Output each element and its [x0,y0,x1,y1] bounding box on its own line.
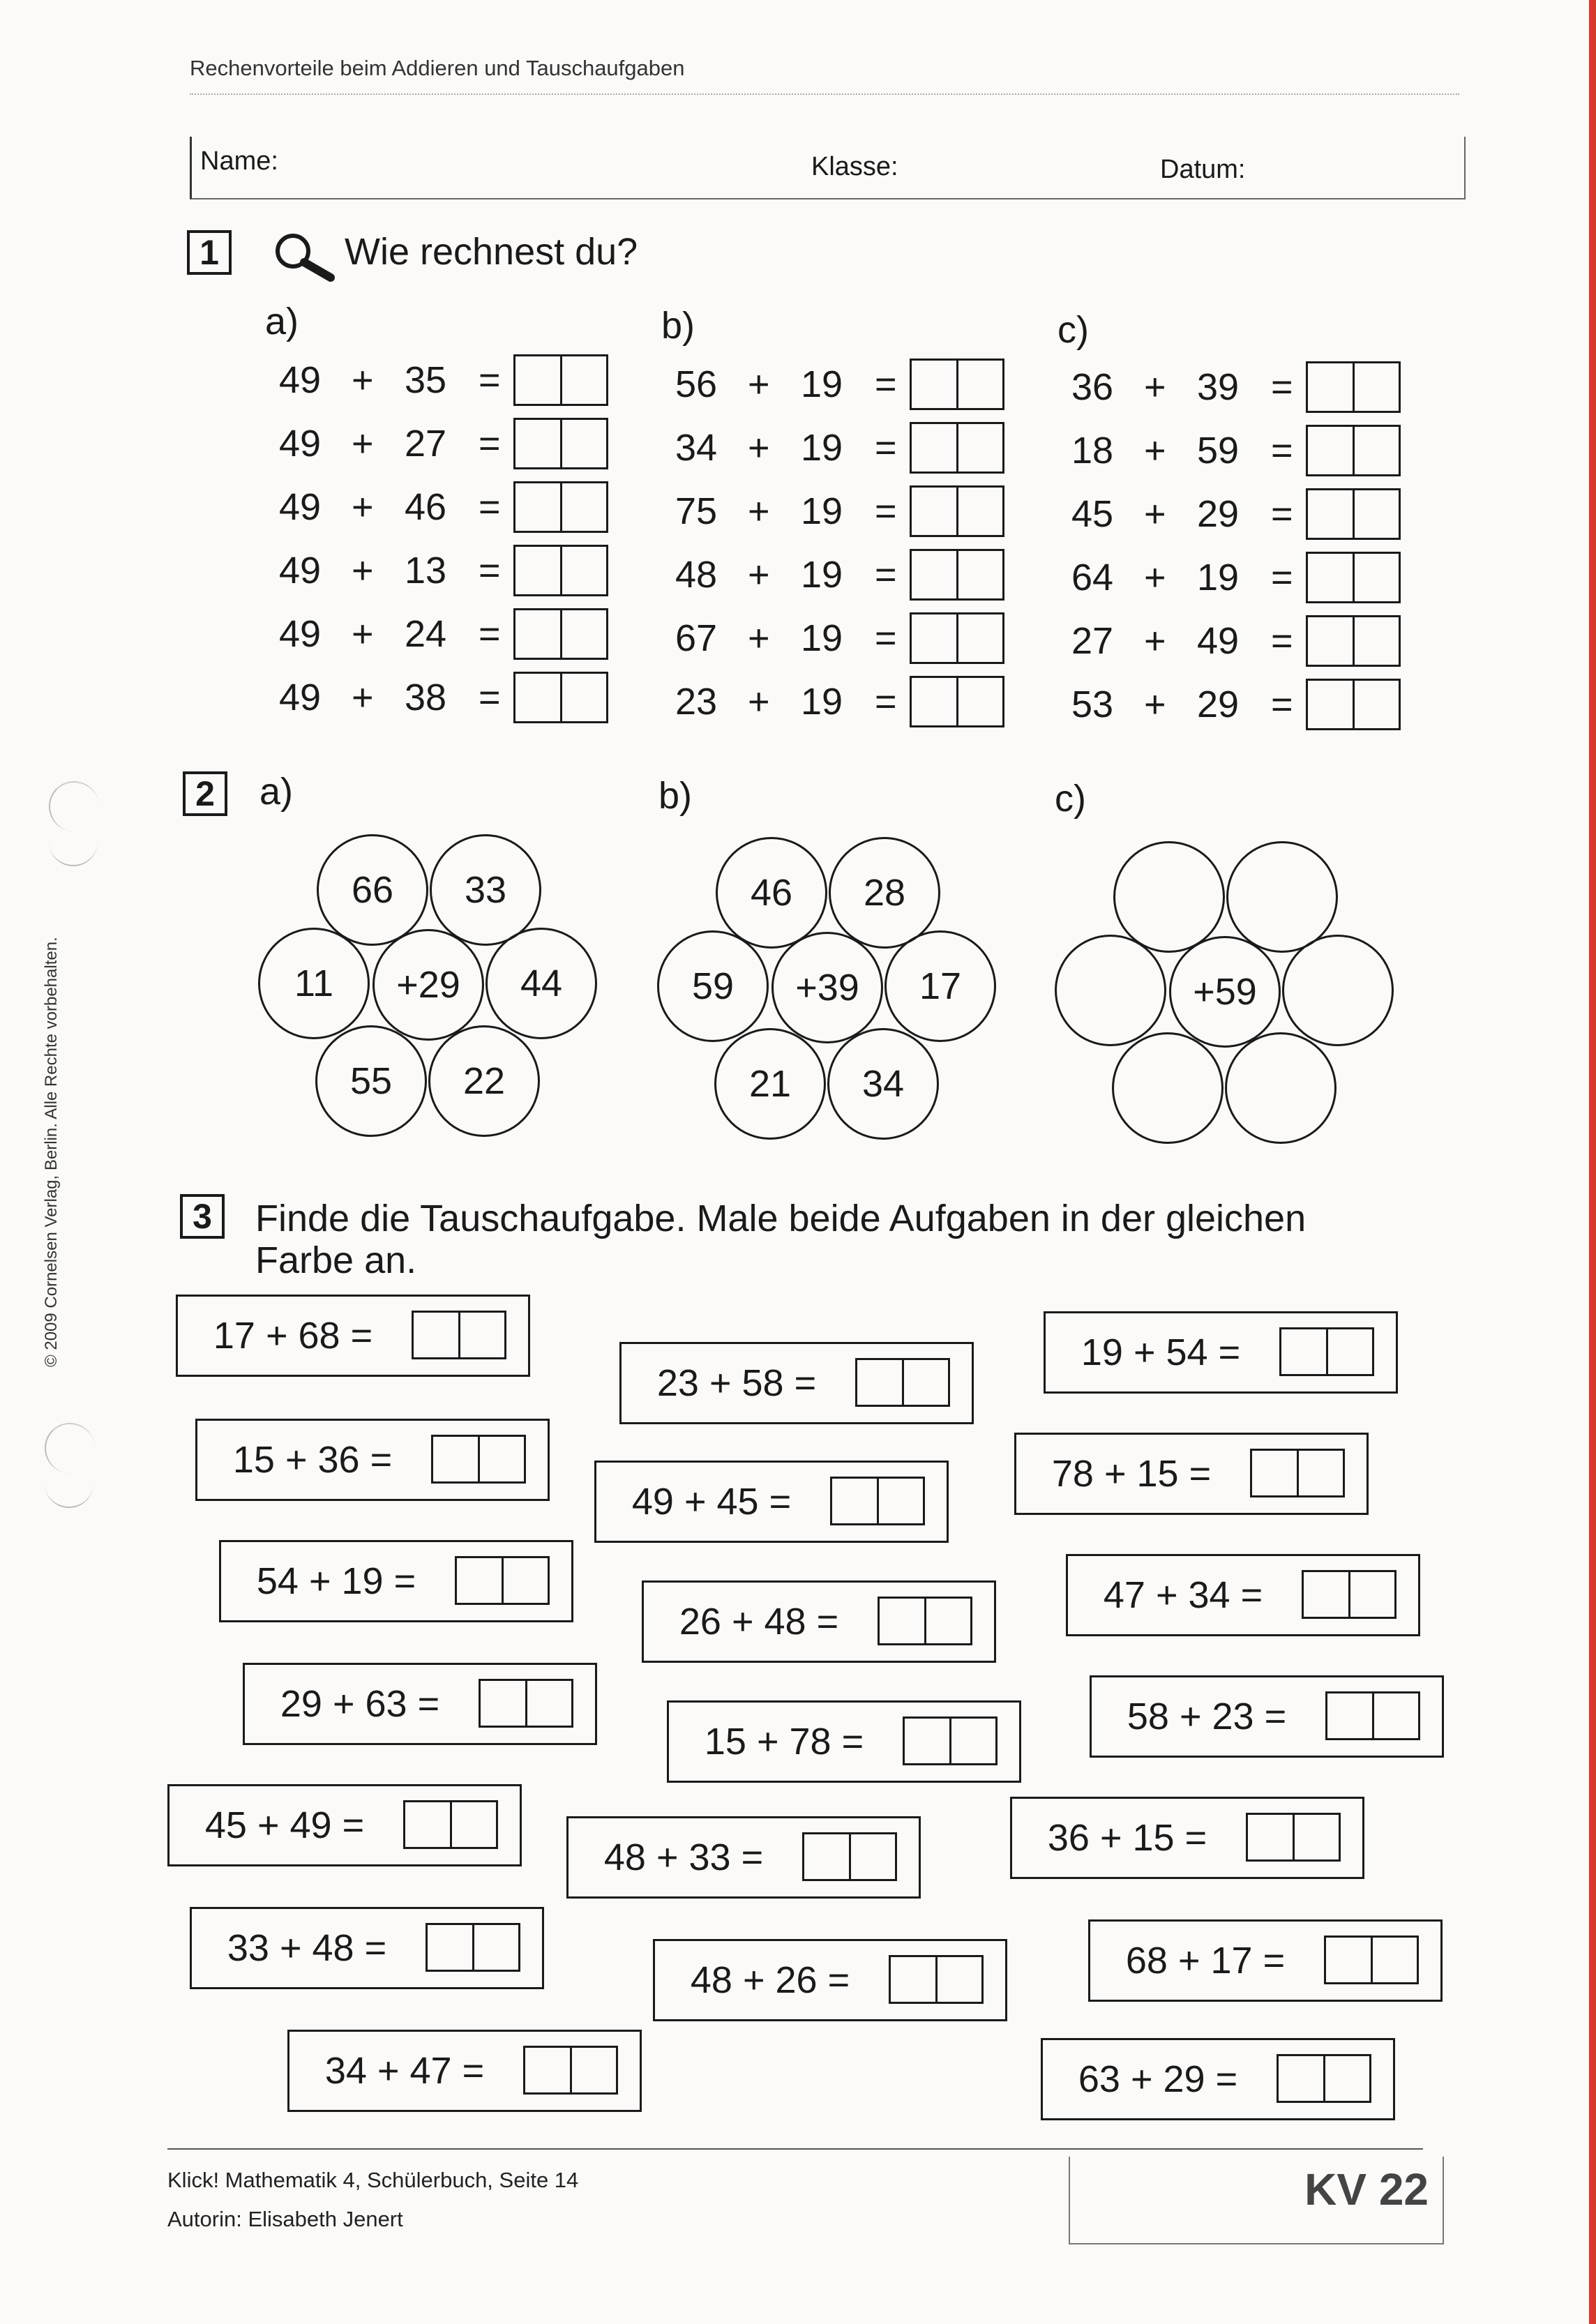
exchange-card[interactable] [190,1907,544,1989]
answer-digit-ones[interactable] [1353,681,1399,728]
flower-petal[interactable] [1282,935,1394,1046]
addend-2: 19 [801,681,843,723]
answer-digit-ones[interactable] [525,1681,572,1726]
answer-digit-ones[interactable] [1326,1329,1373,1374]
answer-box[interactable] [910,422,1004,474]
answer-box[interactable] [412,1311,506,1359]
card-equation: 17 + 68 = [213,1315,373,1357]
answer-digit-ones[interactable] [458,1313,505,1357]
answer-digit-ones[interactable] [1293,1815,1339,1859]
task1-column-label: c) [1057,309,1089,351]
answer-digit-ones[interactable] [1353,617,1399,665]
addend-2: 27 [405,423,447,465]
flower-petal: 59 [657,930,769,1042]
answer-box[interactable] [1279,1327,1374,1376]
plus-sign: + [1144,493,1166,535]
plus-sign: + [1144,430,1166,471]
answer-digit-tens[interactable] [912,678,956,725]
exchange-card[interactable] [642,1580,996,1663]
answer-digit-tens[interactable] [515,483,560,531]
exchange-card[interactable] [1014,1433,1369,1515]
answer-digit-ones[interactable] [1297,1451,1343,1495]
addend-1: 53 [1071,684,1114,725]
task2-flower-label: b) [658,775,693,817]
addend-1: 45 [1071,493,1114,535]
equals-sign: = [1271,430,1293,471]
answer-box[interactable] [403,1800,498,1849]
task1-equation [279,356,642,405]
flower-petal: 22 [428,1025,540,1137]
answer-digit-ones[interactable] [450,1802,497,1847]
task1-equation [675,487,1038,536]
answer-digit-tens[interactable] [1308,427,1353,474]
card-equation: 63 + 29 = [1078,2058,1238,2100]
answer-digit-ones[interactable] [956,551,1003,598]
exchange-card[interactable] [287,2030,642,2112]
answer-digit-ones[interactable] [956,488,1003,535]
card-equation: 49 + 45 = [631,1481,792,1523]
card-equation: 48 + 33 = [603,1836,764,1878]
answer-digit-tens[interactable] [857,1360,902,1405]
answer-box[interactable] [513,672,608,723]
answer-box[interactable] [1324,1936,1419,1984]
task1-equation [675,360,1038,409]
task1-equation [1071,490,1434,538]
addend-2: 29 [1197,684,1240,725]
equals-sign: = [875,363,897,405]
answer-digit-ones[interactable] [560,483,607,531]
answer-box[interactable] [513,608,608,660]
answer-digit-tens[interactable] [405,1802,450,1847]
answer-digit-tens[interactable] [1308,617,1353,665]
exchange-card[interactable] [1044,1311,1398,1394]
answer-box[interactable] [830,1477,925,1525]
plus-sign: + [748,554,770,596]
task1-equation [1071,553,1434,602]
flower-petal: 33 [430,834,541,946]
answer-digit-ones[interactable] [1371,1938,1417,1982]
answer-digit-tens[interactable] [804,1834,849,1879]
answer-box[interactable] [1306,361,1401,413]
addend-1: 34 [675,427,718,469]
answer-digit-ones[interactable] [1323,2056,1370,2101]
exchange-card[interactable] [653,1939,1007,2021]
equals-sign: = [1271,620,1293,662]
addend-2: 29 [1197,493,1240,535]
answer-box[interactable] [1306,425,1401,476]
answer-box[interactable] [1246,1813,1341,1862]
answer-digit-tens[interactable] [481,1681,525,1726]
card-equation: 19 + 54 = [1081,1331,1241,1373]
exchange-card[interactable] [594,1461,949,1543]
answer-box[interactable] [513,354,608,406]
addend-1: 27 [1071,620,1114,662]
answer-box[interactable] [910,676,1004,727]
flower-petal: 55 [315,1025,427,1137]
answer-digit-tens[interactable] [912,614,956,662]
footer-book: Klick! Mathematik 4, Schülerbuch, Seite 14 [167,2168,579,2192]
plus-sign: + [352,613,374,655]
answer-digit-tens[interactable] [880,1599,924,1643]
addend-2: 19 [801,554,843,596]
answer-box[interactable] [1302,1570,1396,1619]
card-equation: 34 + 47 = [324,2050,485,2092]
header-divider [190,93,1459,95]
addend-2: 19 [1197,557,1240,598]
answer-digit-tens[interactable] [912,488,956,535]
answer-digit-ones[interactable] [560,610,607,658]
answer-digit-ones[interactable] [956,678,1003,725]
answer-digit-ones[interactable] [560,547,607,594]
answer-digit-tens[interactable] [428,1925,472,1970]
answer-box[interactable] [513,418,608,469]
flower-petal: 28 [829,837,940,949]
card-equation: 36 + 15 = [1047,1817,1207,1859]
exchange-card[interactable] [167,1784,522,1866]
addend-2: 49 [1197,620,1240,662]
punch-hole [45,1479,93,1508]
answer-box[interactable] [1250,1449,1345,1497]
punch-hole [49,837,98,866]
addend-2: 19 [801,427,843,469]
answer-box[interactable] [1306,679,1401,730]
task1-column-label: a) [265,301,299,342]
answer-digit-ones[interactable] [949,1719,996,1763]
answer-digit-tens[interactable] [912,424,956,471]
task-number-2: 2 [183,771,227,816]
answer-digit-tens[interactable] [414,1313,458,1357]
addend-1: 56 [675,363,718,405]
exchange-card[interactable] [176,1295,530,1377]
name-bar [190,137,1466,199]
plus-sign: + [352,486,374,528]
task2-flower-label: c) [1055,778,1086,820]
answer-box[interactable] [513,545,608,596]
answer-digit-tens[interactable] [515,420,560,467]
answer-digit-ones[interactable] [1353,490,1399,538]
answer-digit-tens[interactable] [1308,490,1353,538]
addend-2: 46 [405,486,447,528]
task1-equation [1071,426,1434,475]
answer-box[interactable] [455,1556,550,1605]
plus-sign: + [748,427,770,469]
flower-petal: 21 [714,1028,826,1140]
answer-digit-tens[interactable] [433,1437,478,1481]
copyright-note: © 2009 Cornelsen Verlag, Berlin. Alle Rechte vorbehalten. [42,937,61,1367]
punch-hole [45,1423,95,1473]
worksheet-title: Rechenvorteile beim Addieren und Tauschaufgaben [190,56,685,80]
answer-digit-tens[interactable] [457,1558,502,1603]
addend-1: 64 [1071,557,1114,598]
equals-sign: = [479,613,501,655]
answer-digit-ones[interactable] [902,1360,949,1405]
flower-petal: 17 [884,930,996,1042]
addend-2: 19 [801,490,843,532]
addend-1: 67 [675,617,718,659]
equals-sign: = [1271,493,1293,535]
equals-sign: = [1271,557,1293,598]
answer-digit-tens[interactable] [832,1479,877,1523]
footer-divider [167,2148,1423,2150]
exchange-card[interactable] [243,1663,597,1745]
equals-sign: = [875,554,897,596]
exchange-card[interactable] [1010,1797,1364,1879]
answer-digit-tens[interactable] [515,356,560,404]
answer-digit-ones[interactable] [560,356,607,404]
addend-1: 49 [279,677,322,718]
plus-sign: + [1144,366,1166,408]
task3-instruction-line2: Farbe an. [255,1239,417,1281]
task1-equation [1071,617,1434,665]
flower-petal[interactable] [1226,841,1338,953]
exchange-card[interactable] [1088,1919,1443,2002]
class-label: Klasse: [811,152,898,181]
answer-digit-tens[interactable] [1281,1329,1326,1374]
flower-petal: 46 [716,837,827,949]
task1-equation [1071,680,1434,729]
flower-center: +29 [372,929,484,1041]
answer-digit-tens[interactable] [1279,2056,1323,2101]
flower-petal: 11 [258,928,370,1039]
answer-digit-tens[interactable] [905,1719,949,1763]
name-label: Name: [200,146,278,176]
task1-equation [279,546,642,595]
addend-2: 35 [405,359,447,401]
answer-digit-tens[interactable] [1248,1815,1293,1859]
answer-digit-tens[interactable] [1327,1693,1372,1738]
addend-1: 18 [1071,430,1114,471]
answer-digit-ones[interactable] [1348,1572,1395,1617]
answer-digit-tens[interactable] [1252,1451,1297,1495]
answer-box[interactable] [889,1955,984,2004]
card-equation: 54 + 19 = [256,1560,416,1602]
flower-petal[interactable] [1225,1032,1337,1144]
equals-sign: = [479,486,501,528]
answer-box[interactable] [855,1358,950,1407]
equals-sign: = [479,550,501,591]
task1-equation [279,610,642,658]
answer-digit-tens[interactable] [1308,554,1353,601]
plus-sign: + [748,490,770,532]
answer-digit-ones[interactable] [1353,554,1399,601]
answer-digit-ones[interactable] [1372,1693,1419,1738]
answer-digit-ones[interactable] [849,1834,896,1879]
addend-2: 19 [801,617,843,659]
exchange-card[interactable] [566,1816,921,1899]
answer-box[interactable] [1306,488,1401,540]
answer-digit-tens[interactable] [1326,1938,1371,1982]
plus-sign: + [352,677,374,718]
answer-box[interactable] [910,549,1004,601]
equals-sign: = [1271,684,1293,725]
answer-box[interactable] [910,612,1004,664]
answer-box[interactable] [431,1435,526,1484]
card-equation: 68 + 17 = [1125,1940,1286,1982]
task1-equation [279,673,642,722]
answer-box[interactable] [903,1716,998,1765]
card-equation: 23 + 58 = [656,1362,817,1404]
plus-sign: + [1144,620,1166,662]
answer-digit-ones[interactable] [956,614,1003,662]
plus-sign: + [352,550,374,591]
kv-code: KV 22 [1304,2164,1429,2214]
answer-digit-tens[interactable] [912,361,956,408]
task1-instruction: Wie rechnest du? [345,231,638,273]
answer-digit-tens[interactable] [891,1957,935,2002]
plus-sign: + [1144,557,1166,598]
card-equation: 15 + 36 = [232,1439,393,1481]
answer-box[interactable] [1306,552,1401,603]
card-equation: 29 + 63 = [280,1683,440,1725]
answer-box[interactable] [1325,1691,1420,1740]
answer-digit-tens[interactable] [515,610,560,658]
plus-sign: + [748,681,770,723]
addend-2: 19 [801,363,843,405]
flower-petal: 34 [827,1028,939,1140]
answer-box[interactable] [523,2046,618,2095]
answer-box[interactable] [878,1597,972,1645]
answer-digit-ones[interactable] [502,1558,548,1603]
flower-center: +59 [1169,936,1281,1048]
answer-digit-ones[interactable] [1353,363,1399,411]
task1-equation [675,614,1038,663]
exchange-card[interactable] [667,1700,1021,1783]
card-equation: 47 + 34 = [1103,1574,1263,1616]
answer-digit-ones[interactable] [560,420,607,467]
task1-equation [279,419,642,468]
addend-1: 36 [1071,366,1114,408]
card-equation: 33 + 48 = [227,1927,387,1969]
exchange-card[interactable] [219,1540,573,1622]
card-equation: 15 + 78 = [704,1721,864,1763]
card-equation: 78 + 15 = [1051,1453,1212,1495]
addend-1: 48 [675,554,718,596]
addend-1: 23 [675,681,718,723]
task3-instruction-line1: Finde die Tauschaufgabe. Male beide Aufgaben in der gleichen [255,1198,1307,1239]
equals-sign: = [875,490,897,532]
task1-equation [675,550,1038,599]
answer-box[interactable] [910,359,1004,410]
card-equation: 58 + 23 = [1127,1696,1287,1737]
task2-flower-label: a) [259,771,294,813]
kv-box [1069,2157,1444,2244]
flower-petal[interactable] [1112,1032,1224,1144]
card-equation: 48 + 26 = [690,1959,850,2001]
addend-1: 49 [279,359,322,401]
answer-digit-ones[interactable] [478,1437,525,1481]
task1-equation [675,677,1038,726]
equals-sign: = [479,423,501,465]
flower-petal: 44 [485,928,597,1039]
exchange-card[interactable] [195,1419,550,1501]
answer-box[interactable] [1277,2054,1371,2103]
answer-digit-ones[interactable] [924,1599,971,1643]
answer-box[interactable] [426,1923,520,1972]
exchange-card[interactable] [1090,1675,1444,1758]
exchange-card[interactable] [1041,2038,1395,2120]
answer-digit-tens[interactable] [1308,363,1353,411]
answer-digit-tens[interactable] [912,551,956,598]
answer-digit-ones[interactable] [1353,427,1399,474]
equals-sign: = [479,359,501,401]
task-number-3: 3 [180,1194,225,1239]
addend-1: 49 [279,423,322,465]
answer-digit-ones[interactable] [472,1925,519,1970]
plus-sign: + [748,363,770,405]
exchange-card[interactable] [619,1342,974,1424]
flower-petal[interactable] [1055,935,1166,1046]
exchange-card[interactable] [1066,1554,1420,1636]
plus-sign: + [1144,684,1166,725]
equals-sign: = [875,681,897,723]
addend-2: 38 [405,677,447,718]
task1-column-label: b) [661,305,695,347]
equals-sign: = [1271,366,1293,408]
flower-center: +39 [771,932,883,1043]
date-label: Datum: [1160,155,1246,184]
addend-1: 75 [675,490,718,532]
answer-box[interactable] [513,481,608,533]
addend-1: 49 [279,550,322,591]
answer-digit-ones[interactable] [560,674,607,721]
footer-author: Autorin: Elisabeth Jenert [167,2207,403,2231]
answer-digit-tens[interactable] [1304,1572,1348,1617]
plus-sign: + [352,423,374,465]
task1-equation [1071,363,1434,412]
card-equation: 26 + 48 = [679,1601,839,1643]
addend-2: 39 [1197,366,1240,408]
flower-petal[interactable] [1113,841,1225,953]
answer-digit-tens[interactable] [515,674,560,721]
answer-digit-ones[interactable] [935,1957,982,2002]
answer-box[interactable] [479,1679,573,1728]
task1-equation [279,483,642,531]
addend-1: 49 [279,486,322,528]
answer-digit-ones[interactable] [956,424,1003,471]
answer-digit-ones[interactable] [570,2048,617,2092]
addend-2: 59 [1197,430,1240,471]
answer-digit-tens[interactable] [525,2048,570,2092]
addend-2: 24 [405,613,447,655]
answer-box[interactable] [910,485,1004,537]
addend-1: 49 [279,613,322,655]
plus-sign: + [352,359,374,401]
answer-digit-ones[interactable] [956,361,1003,408]
plus-sign: + [748,617,770,659]
answer-digit-tens[interactable] [515,547,560,594]
task1-equation [675,423,1038,472]
equals-sign: = [875,427,897,469]
answer-box[interactable] [1306,615,1401,667]
equals-sign: = [875,617,897,659]
equals-sign: = [479,677,501,718]
sheet-edge [1589,0,1596,2324]
card-equation: 45 + 49 = [204,1804,365,1846]
flower-petal: 66 [317,834,428,946]
answer-box[interactable] [802,1832,897,1881]
answer-digit-ones[interactable] [877,1479,924,1523]
magnifier-icon [271,230,338,283]
punch-hole [49,781,99,831]
answer-digit-tens[interactable] [1308,681,1353,728]
task-number-1: 1 [187,230,232,275]
addend-2: 13 [405,550,447,591]
